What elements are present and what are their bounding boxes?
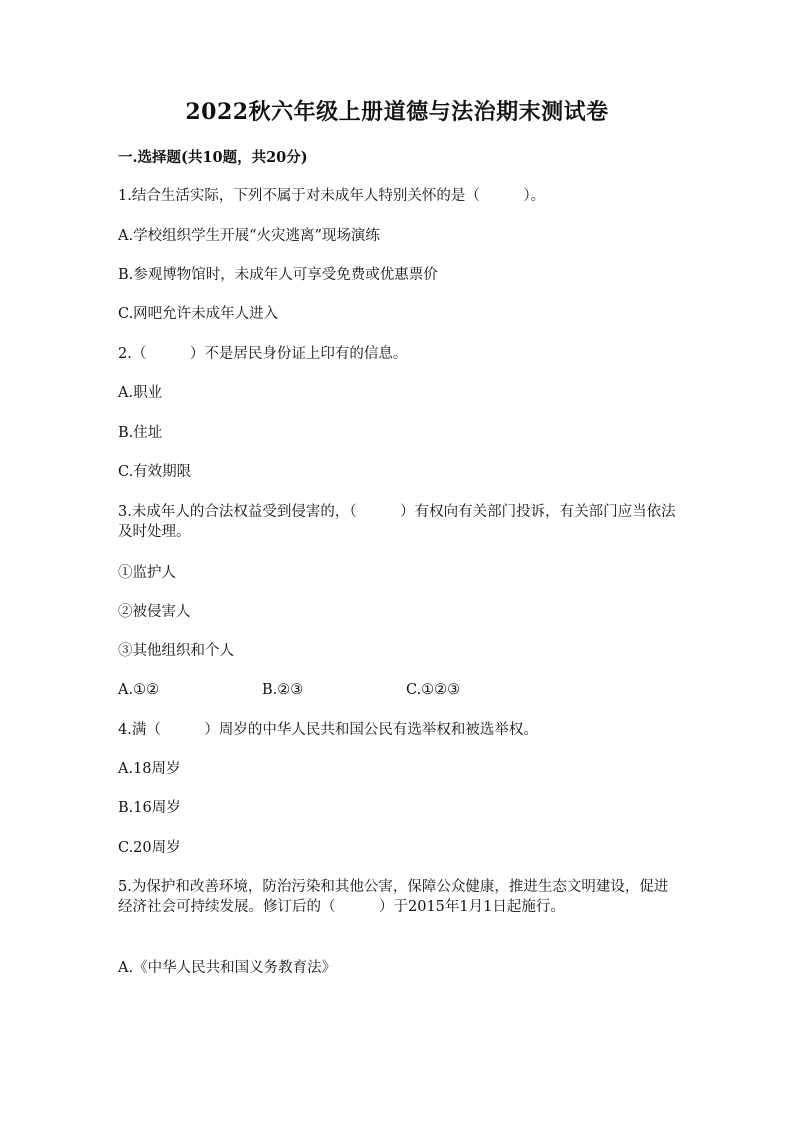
- question-3-item-3: ③其他组织和个人: [118, 643, 234, 659]
- question-3-option-c: C.①②③: [406, 682, 461, 698]
- exam-title: 2022秋六年级上册道德与法治期末测试卷: [185, 99, 609, 125]
- question-3-option-b: B.②③: [262, 682, 304, 698]
- section-heading: 一.选择题(共10题，共20分): [118, 149, 308, 166]
- question-1-option-c: C.网吧允许未成年人进入: [118, 306, 279, 322]
- question-2-option-c: C.有效期限: [118, 464, 192, 480]
- question-3-stem: 3.未成年人的合法权益受到侵害的，（ ）有权向有关部门投诉，有关部门应当依法及时处理。: [118, 504, 676, 540]
- question-4-stem: 4.满（ ）周岁的中华人民共和国公民有选举权和被选举权。: [118, 722, 538, 738]
- question-2-option-b: B.住址: [118, 425, 163, 441]
- question-3-item-2: ②被侵害人: [118, 604, 191, 620]
- question-1-stem: 1.结合生活实际，下列不属于对未成年人特别关怀的是（ ）。: [118, 188, 546, 204]
- question-4-option-b: B.16周岁: [118, 800, 181, 816]
- question-3-option-a: A.①②: [118, 682, 160, 698]
- question-2-stem: 2.（ ）不是居民身份证上印有的信息。: [118, 346, 408, 362]
- question-1-option-b: B.参观博物馆时，未成年人可享受免费或优惠票价: [118, 267, 438, 283]
- question-3-item-1: ①监护人: [118, 565, 176, 581]
- question-5-option-a: A.《中华人民共和国义务教育法》: [118, 960, 337, 976]
- question-5-stem: 5.为保护和改善环境，防治污染和其他公害，保障公众健康，推进生态文明建设，促进经济社会可持续发展。修订后的（ ）于2015年1月1日起施行。: [118, 879, 669, 915]
- question-4-option-a: A.18周岁: [118, 761, 181, 777]
- question-2-option-a: A.职业: [118, 385, 163, 401]
- question-4-option-c: C.20周岁: [118, 840, 181, 856]
- question-1-option-a: A.学校组织学生开展“火灾逃离”现场演练: [118, 228, 380, 244]
